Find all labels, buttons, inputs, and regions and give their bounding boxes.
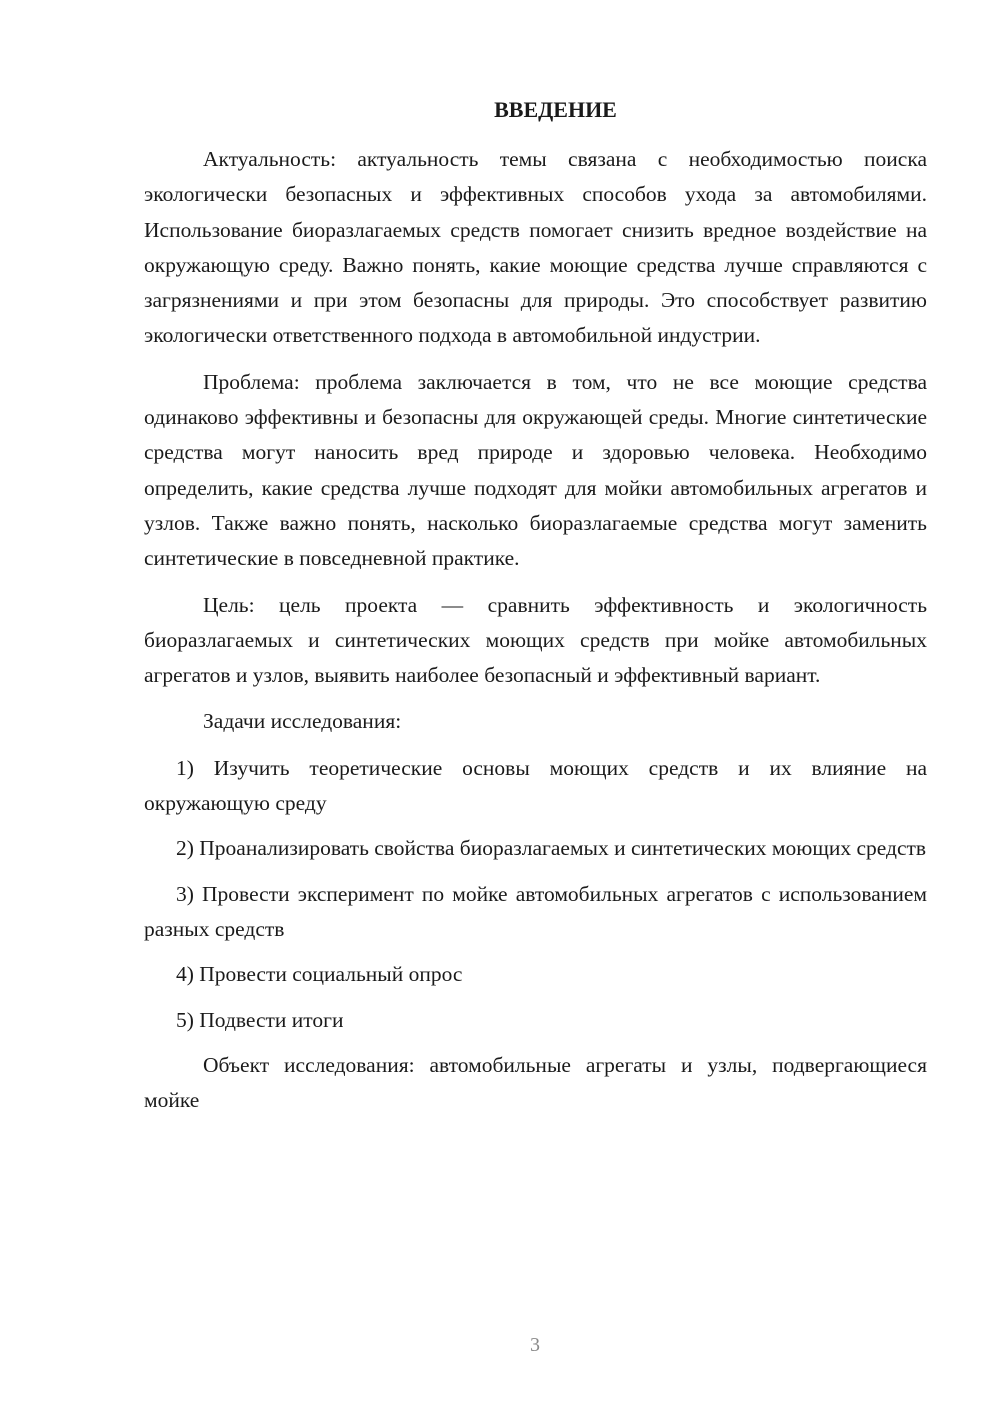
page-content (144, 94, 927, 1129)
tasks-heading: Задачи исследования: (203, 709, 402, 734)
problem-paragraph: Проблема: проблема заключается в том, что не все моющие средства одинаково эффективны и безопасны для окружающей среды. Многие синтетические средства могут наносить вред природе и здоровью человека. Необходимо определить, какие средства лучше подходят для мойки автомобильных агрегатов и узлов. Также важно понять, насколько биоразлагаемые средства могут заменить синтетические в повседневной практике. (144, 369, 927, 571)
task-item: 1) Изучить теоретические основы моющих средств и их влияние на окружающую среду (144, 755, 927, 816)
relevance-paragraph: Актуальность: актуальность темы связана с необходимостью поиска экологически безопасных и эффективных способов ухода за автомобилями. Использование биоразлагаемых средств помогает снизить вредное воздействие на окружающую среду. Важно понять, какие моющие средства лучше справляются с загрязнениями и при этом безопасны для природы. Это способствует развитию экологически ответственного подхода в автомобильной индустрии. (144, 147, 927, 348)
task-item: 3) Провести эксперимент по мойке автомобильных агрегатов с использованием разных средств (144, 881, 927, 941)
task-item: 2) Проанализировать свойства биоразлагаемых и синтетических моющих средств (176, 836, 927, 861)
section-title: ВВЕДЕНИЕ (494, 97, 617, 122)
page-number: 3 (530, 1334, 540, 1356)
object-paragraph: Объект исследования: автомобильные агрегаты и узлы, подвергающиеся мойке (144, 1052, 927, 1113)
task-item: 5) Подвести итоги (176, 1007, 344, 1032)
goal-paragraph: Цель: цель проекта — сравнить эффективность и экологичность биоразлагаемых и синтетических моющих средств при мойке автомобильных агрегатов и узлов, выявить наиболее безопасный и эффективный вариант. (144, 592, 927, 688)
task-item: 4) Провести социальный опрос (176, 962, 463, 987)
